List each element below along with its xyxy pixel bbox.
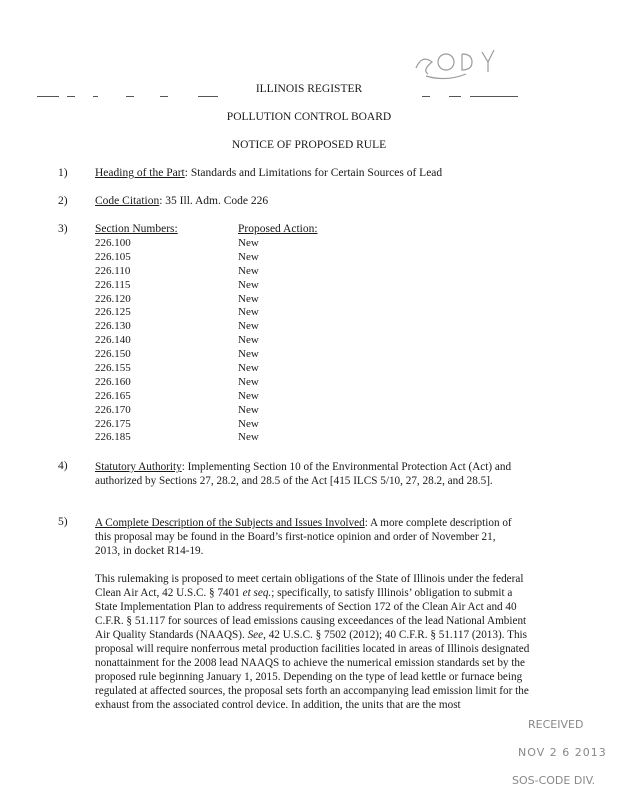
section-number: 226.160 — [95, 375, 131, 388]
item-2-number: 2) — [58, 195, 68, 207]
section-number: 226.165 — [95, 389, 131, 402]
proposed-action: New — [238, 348, 259, 361]
proposed-action: New — [238, 403, 259, 416]
proposed-action: New — [238, 250, 259, 263]
section-numbers-header: Section Numbers: — [95, 223, 178, 235]
proposed-action: New — [238, 306, 259, 319]
section-number: 226.130 — [95, 320, 131, 333]
section-number: 226.115 — [95, 278, 131, 291]
item-5-label: A Complete Description of the Subjects and Issues Involved — [95, 517, 365, 529]
section-number-list — [95, 237, 131, 445]
proposed-action: New — [238, 417, 259, 430]
item-3-number: 3) — [58, 223, 68, 235]
section-number: 226.185 — [95, 431, 131, 444]
proposed-action-list — [238, 237, 259, 445]
proposed-action: New — [238, 237, 259, 249]
item-4-text: : Implementing Section 10 of the Environmental Protection Act (Act) and authorized by Sections 27, 28.2, and 28.5 of the Act [415 ILCS 5/10, 27, 28.2, and 28.5]. — [95, 461, 512, 487]
proposed-action: New — [238, 264, 259, 277]
paragraph-text: This rulemaking is proposed to meet certain obligations of the State of Illinois under the federal Clean Air Act, 42 U.S.C. § 7401 — [95, 573, 524, 599]
proposed-action: New — [238, 292, 259, 305]
section-number: 226.150 — [95, 348, 131, 361]
section-number: 226.170 — [95, 403, 131, 416]
board-title: POLLUTION CONTROL BOARD — [226, 111, 392, 123]
item-1-text: : Standards and Limitations for Certain Sources of Lead — [184, 167, 443, 179]
item-1-line — [95, 167, 442, 179]
section-number: 226.140 — [95, 334, 131, 347]
paragraph-text: ; specifically, to satisfy Illinois’ obligation to submit a State Implementation Plan to address requirements of Section 172 of the Clean Air Act and 40 C.F.R. § 51.117 for sources of lead emissions causing exceedances of the lead National Ambient Air Quality Standards (NAAQS). — [95, 587, 527, 641]
item-5-text: : A more complete description of this proposal may be found in the Board’s first-notice opinion and order of November 21, 2013, in docket R14-19. — [95, 517, 512, 557]
section-number: 226.175 — [95, 417, 131, 430]
notice-title: NOTICE OF PROPOSED RULE — [231, 139, 387, 151]
item-4-paragraph — [95, 460, 525, 488]
section-number: 226.155 — [95, 362, 131, 375]
received-stamp: RECEIVED — [528, 718, 584, 731]
section-number: 226.105 — [95, 250, 131, 263]
item-5-paragraph-1 — [95, 516, 515, 558]
proposed-action: New — [238, 320, 259, 333]
proposed-action: New — [238, 431, 259, 444]
office-stamp: SOS-CODE DIV. — [512, 774, 596, 787]
proposed-action: New — [238, 334, 259, 347]
item-1-number: 1) — [58, 167, 68, 179]
item-1-label: Heading of the Part — [95, 167, 185, 179]
section-number: 226.110 — [95, 264, 131, 277]
item-5-paragraph-2 — [95, 572, 531, 712]
register-title: ILLINOIS REGISTER — [255, 83, 363, 95]
proposed-action-header: Proposed Action: — [238, 223, 318, 235]
paragraph-text: , 42 U.S.C. § 7502 (2012); 40 C.F.R. § 51.117 (2013). This proposal will require nonferrous metal production facilities located in areas of Illinois designated nonattainment for the 2008 lead NAAQS to achieve the numerical emission standards set by the proposed rule beginning January 1, 2015. Depending on the type of lead kettle or furnace being regulated at affected sources, the proposal sets forth an accompanying lead emission limit for the exhaust from the associated control device. In addition, the units that are the most — [95, 629, 530, 711]
item-4-number: 4) — [58, 460, 68, 472]
item-2-label: Code Citation — [95, 195, 160, 207]
paragraph-italic: et seq. — [242, 587, 272, 599]
item-5-number: 5) — [58, 516, 68, 528]
proposed-action: New — [238, 278, 259, 291]
section-number: 226.125 — [95, 306, 131, 319]
item-4-label: Statutory Authority — [95, 461, 182, 473]
proposed-action: New — [238, 362, 259, 375]
section-number: 226.120 — [95, 292, 131, 305]
item-2-text: : 35 Ill. Adm. Code 226 — [159, 195, 269, 207]
received-date-stamp: NOV 2 6 2013 — [518, 746, 607, 759]
copy-stamp-icon — [408, 40, 508, 85]
paragraph-italic: See — [247, 629, 264, 641]
proposed-action: New — [238, 375, 259, 388]
proposed-action: New — [238, 389, 259, 402]
item-2-line — [95, 195, 268, 207]
section-number: 226.100 — [95, 237, 131, 249]
